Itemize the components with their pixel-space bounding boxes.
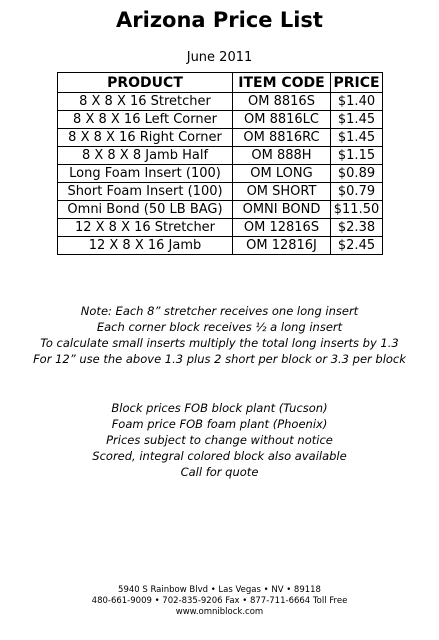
product-cell: 8 X 8 X 8 Jamb Half [58,147,233,165]
item-code-cell: OM 12816J [233,237,331,255]
note-line: Each corner block receives ½ a long insert [96,320,343,334]
table-row [58,129,383,147]
product-cell: 12 X 8 X 16 Jamb [58,237,233,255]
terms-line: Foam price FOB foam plant (Phoenix) [111,417,328,431]
table-row [58,183,383,201]
note-line: For 12” use the above 1.3 plus 2 short per block or 3.3 per block [33,352,406,366]
table-row [58,201,383,219]
column-header-item-code: ITEM CODE [233,73,331,93]
item-code-cell: OM 8816LC [233,111,331,129]
table-row [58,165,383,183]
price-cell: $2.45 [331,237,383,255]
price-cell: $1.45 [331,111,383,129]
table-row [58,219,383,237]
product-cell: 8 X 8 X 16 Stretcher [58,93,233,111]
price-table [57,72,383,255]
insert-notes [0,303,439,367]
terms-line: Prices subject to change without notice [106,433,333,447]
product-cell: 8 X 8 X 16 Right Corner [58,129,233,147]
price-cell: $11.50 [331,201,383,219]
note-line: To calculate small inserts multiply the total long inserts by 1.3 [40,336,399,350]
price-cell: $1.15 [331,147,383,165]
price-cell: $0.79 [331,183,383,201]
product-cell: Long Foam Insert (100) [58,165,233,183]
table-header-row [58,73,383,93]
table-row [58,237,383,255]
footer-address: 5940 S Rainbow Blvd • Las Vegas • NV • 89118 [118,585,321,595]
price-cell: $1.45 [331,129,383,147]
footer-phones: 480-661-9009 • 702-835-9206 Fax • 877-711-6664 Toll Free [91,596,348,606]
price-cell: $2.38 [331,219,383,237]
item-code-cell: OM 888H [233,147,331,165]
item-code-cell: OM 8816RC [233,129,331,147]
document-title: Arizona Price List [116,8,323,32]
table-row [58,93,383,111]
contact-footer [0,585,439,618]
terms-line: Scored, integral colored block also available [92,449,347,463]
document-date: June 2011 [186,50,253,65]
pricing-terms [0,400,439,480]
footer-website: www.omniblock.com [175,607,264,617]
product-cell: Short Foam Insert (100) [58,183,233,201]
column-header-product: PRODUCT [58,73,233,93]
table-row [58,111,383,129]
item-code-cell: OM 8816S [233,93,331,111]
product-cell: 12 X 8 X 16 Stretcher [58,219,233,237]
product-cell: Omni Bond (50 LB BAG) [58,201,233,219]
column-header-price: PRICE [331,73,383,93]
price-cell: $1.40 [331,93,383,111]
product-cell: 8 X 8 X 16 Left Corner [58,111,233,129]
table-row [58,147,383,165]
item-code-cell: OMNI BOND [233,201,331,219]
terms-line: Call for quote [180,465,259,479]
item-code-cell: OM LONG [233,165,331,183]
note-line: Note: Each 8” stretcher receives one long insert [80,304,359,318]
item-code-cell: OM 12816S [233,219,331,237]
item-code-cell: OM SHORT [233,183,331,201]
price-cell: $0.89 [331,165,383,183]
terms-line: Block prices FOB block plant (Tucson) [111,401,328,415]
